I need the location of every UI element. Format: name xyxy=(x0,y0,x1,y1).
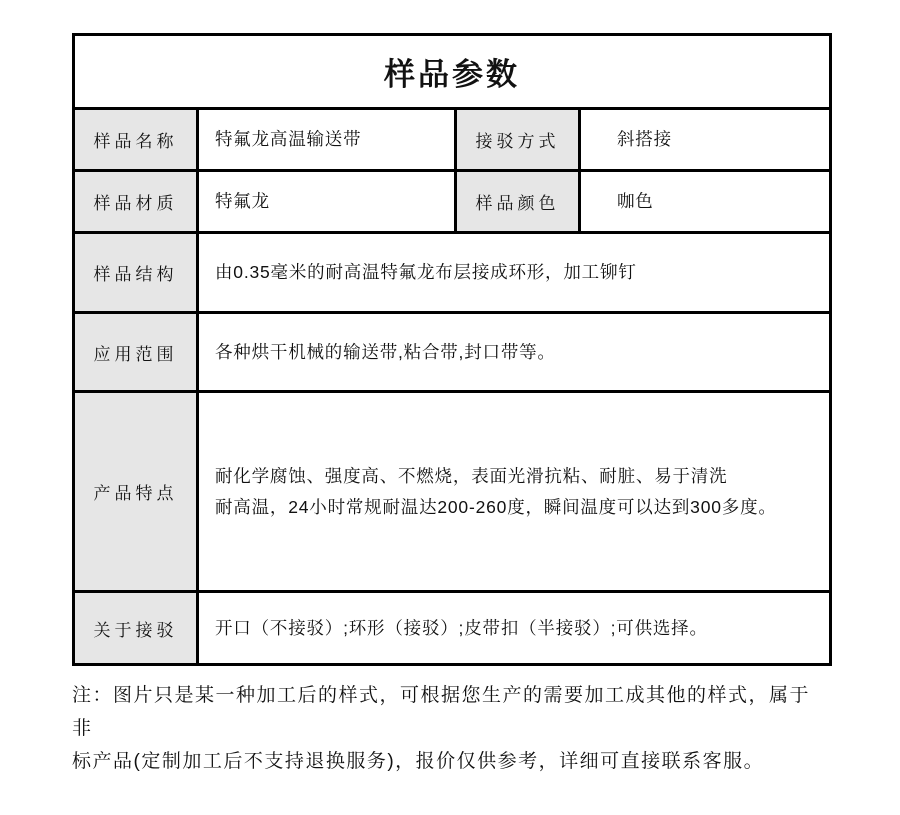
table-row-about-joining xyxy=(74,592,831,665)
product-features-line2: 耐高温，24小时常规耐温达200-260度，瞬间温度可以达到300多度。 xyxy=(215,496,777,517)
table-row-sample-name xyxy=(74,109,831,171)
table-row-application-range xyxy=(74,313,831,392)
label-sample-name: 样品名称 xyxy=(74,109,198,171)
title-row xyxy=(74,35,831,109)
label-sample-color: 样品颜色 xyxy=(456,171,580,233)
title-cell xyxy=(74,35,831,109)
value-about-joining: 开口（不接驳）;环形（接驳）;皮带扣（半接驳）;可供选择。 xyxy=(198,592,831,665)
table-title: 样品参数 xyxy=(384,57,520,92)
table-row-sample-material xyxy=(74,171,831,233)
label-sample-structure: 样品结构 xyxy=(74,233,198,313)
value-sample-material: 特氟龙 xyxy=(198,171,456,233)
label-joint-method: 接驳方式 xyxy=(456,109,580,171)
label-product-features: 产品特点 xyxy=(74,392,198,592)
product-features-line1: 耐化学腐蚀、强度高、不燃烧，表面光滑抗粘、耐脏、易于清洗 xyxy=(215,465,728,486)
product-spec-sheet xyxy=(72,33,829,778)
label-application-range: 应用范围 xyxy=(74,313,198,392)
footer-note-line2: 标产品(定制加工后不支持退换服务)，报价仅供参考，详细可直接联系客服。 xyxy=(72,751,765,772)
label-about-joining: 关于接驳 xyxy=(74,592,198,665)
footer-note-line1: 注：图片只是某一种加工后的样式，可根据您生产的需要加工成其他的样式，属于非 xyxy=(72,685,811,739)
value-application-range: 各种烘干机械的输送带,粘合带,封口带等。 xyxy=(198,313,831,392)
value-sample-structure: 由0.35毫米的耐高温特氟龙布层接成环形，加工铆钉 xyxy=(198,233,831,313)
value-joint-method: 斜搭接 xyxy=(580,109,831,171)
spec-table xyxy=(72,33,832,666)
value-sample-color: 咖色 xyxy=(580,171,831,233)
table-row-sample-structure xyxy=(74,233,831,313)
value-product-features xyxy=(198,392,831,592)
footer-note xyxy=(72,679,829,778)
label-sample-material: 样品材质 xyxy=(74,171,198,233)
value-sample-name: 特氟龙高温输送带 xyxy=(198,109,456,171)
table-row-product-features xyxy=(74,392,831,592)
